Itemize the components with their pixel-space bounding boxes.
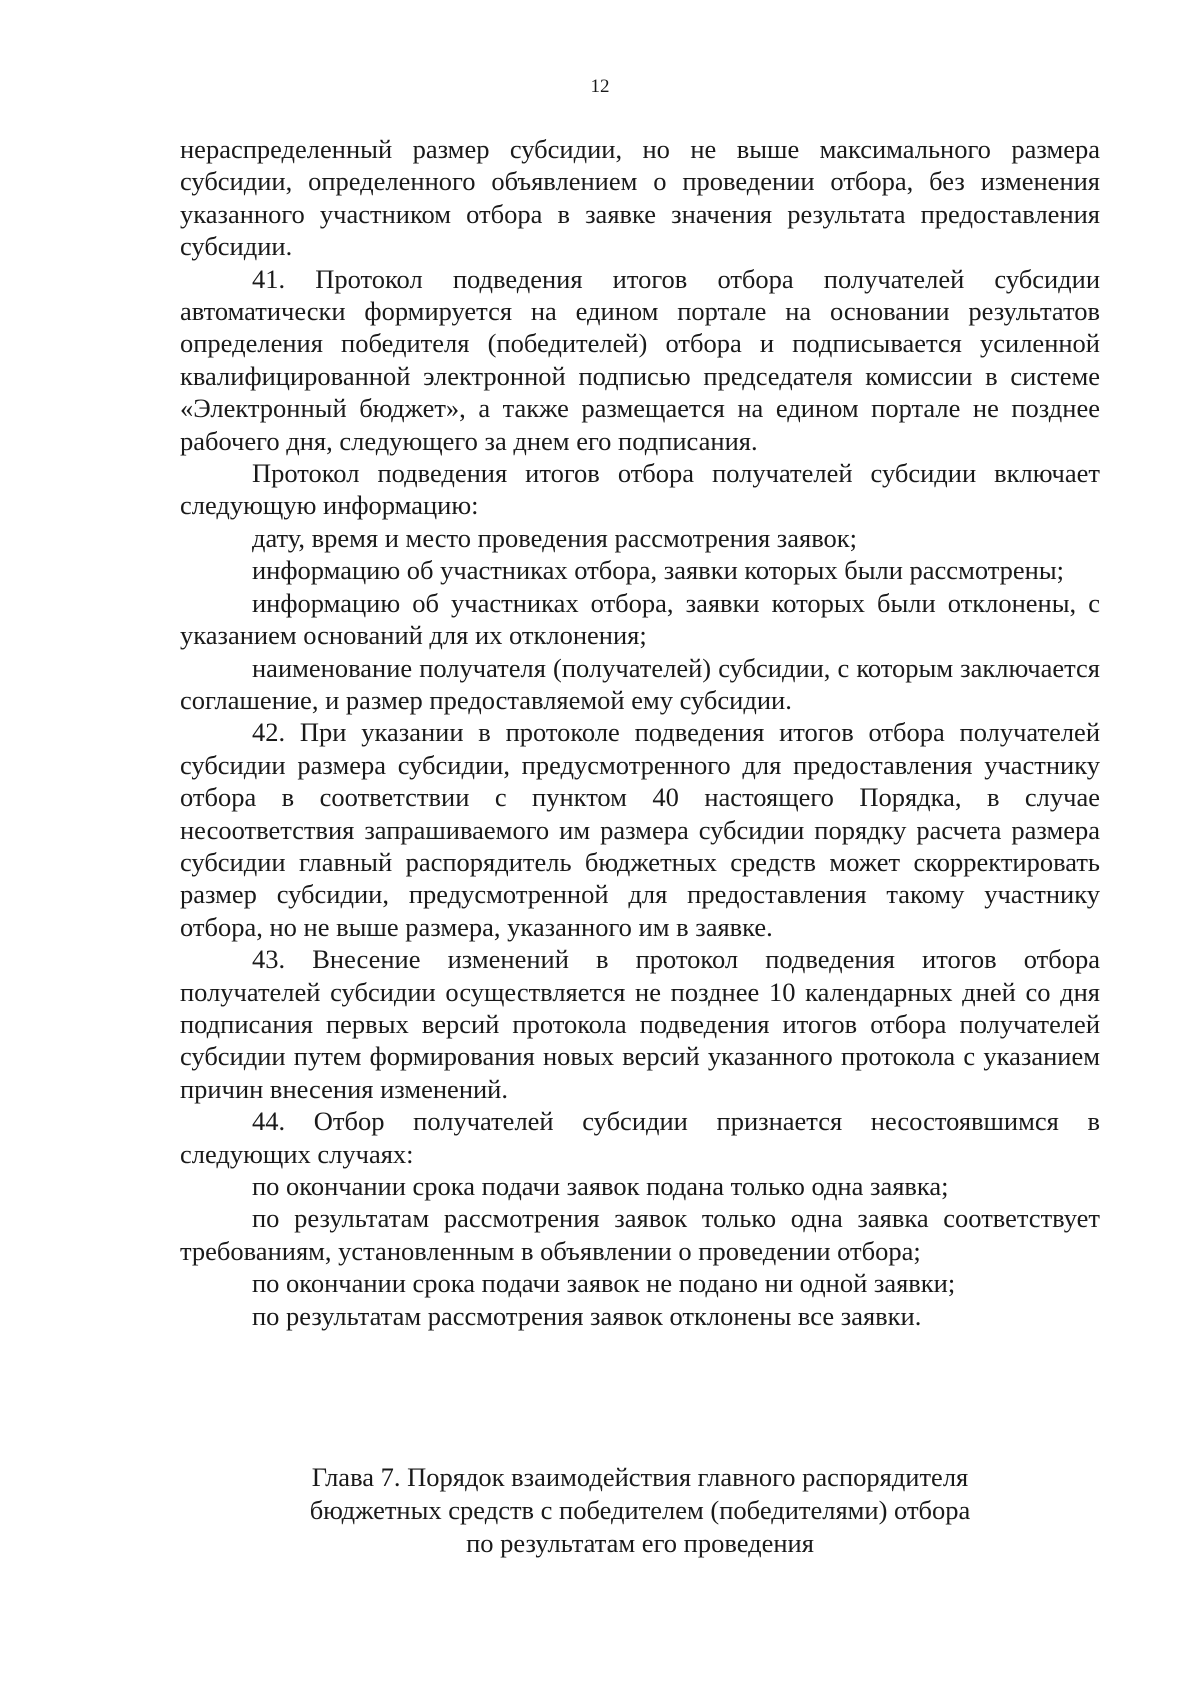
list-item-all-rejected: по результатам рассмотрения заявок отклонены все заявки. <box>252 1300 922 1331</box>
chapter-heading-line: бюджетных средств с победителем (победителями) отбора <box>309 1495 971 1525</box>
page-number: 12 <box>590 76 610 97</box>
list-item-reviewed-participants: информацию об участниках отбора, заявки которых были рассмотрены; <box>252 555 1065 586</box>
paragraph-42: 42. При указании в протоколе подведения итогов отбора получателей субсидии размера субсидии, предусмотренного для предоставления участнику отбора в соответствии с пунктом 40 настоящего Порядка, в случае несоответствия запрашиваемого им размера субсидии порядку расчета размера субсидии главный распорядитель бюджетных средств может скорректировать размер субсидии, предусмотренной для предоставления такому участнику отбора, но не выше размера, указанного им в заявке. <box>180 717 1100 942</box>
list-item-rejected-participants: информацию об участниках отбора, заявки которых были отклонены, с указанием оснований для их отклонения; <box>180 587 1100 651</box>
list-item-no-applications: по окончании срока подачи заявок не подано ни одной заявки; <box>252 1268 956 1299</box>
paragraph-continuation: нераспределенный размер субсидии, но не выше максимального размера субсидии, определенного объявлением о проведении отбора, без изменения указанного участником отбора в заявке значения результата предоставления субсидии. <box>180 134 1100 262</box>
list-item-one-application-compliant: по результатам рассмотрения заявок только одна заявка соответствует требованиям, установленным в объявлении о проведении отбора; <box>180 1203 1100 1266</box>
chapter-heading-line: Глава 7. Порядок взаимодействия главного распорядителя <box>311 1462 969 1492</box>
chapter-heading-line: по результатам его проведения <box>466 1528 814 1558</box>
list-item-one-application-submitted: по окончании срока подачи заявок подана только одна заявка; <box>252 1171 949 1201</box>
paragraph-41: 41. Протокол подведения итогов отбора получателей субсидии автоматически формируется на едином портале на основании результатов определения победителя (победителей) отбора и подписывается усиленной квалифицированной электронной подписью председателя комиссии в системе «Электронный бюджет», а также размещается на едином портале не позднее рабочего дня, следующего за днем его подписания. <box>180 263 1100 456</box>
paragraph-44: 44. Отбор получателей субсидии признается несостоявшимся в следующих случаях: <box>180 1106 1100 1169</box>
list-item-date-time-place: дату, время и место проведения рассмотрения заявок; <box>252 522 858 553</box>
paragraph-43: 43. Внесение изменений в протокол подведения итогов отбора получателей субсидии осуществляется не позднее 10 календарных дней со дня подписания первых версий протокола подведения итогов отбора получателей субсидии путем формирования новых версий указанного протокола с указанием причин внесения изменений. <box>180 944 1100 1104</box>
list-item-recipient-name: наименование получателя (получателей) субсидии, с которым заключается соглашение, и размер предоставляемой ему субсидии. <box>180 652 1100 715</box>
document-body <box>180 133 1100 1332</box>
paragraph-protocol-contents: Протокол подведения итогов отбора получателей субсидии включает следующую информацию: <box>180 458 1100 521</box>
chapter-heading <box>180 1461 1100 1560</box>
